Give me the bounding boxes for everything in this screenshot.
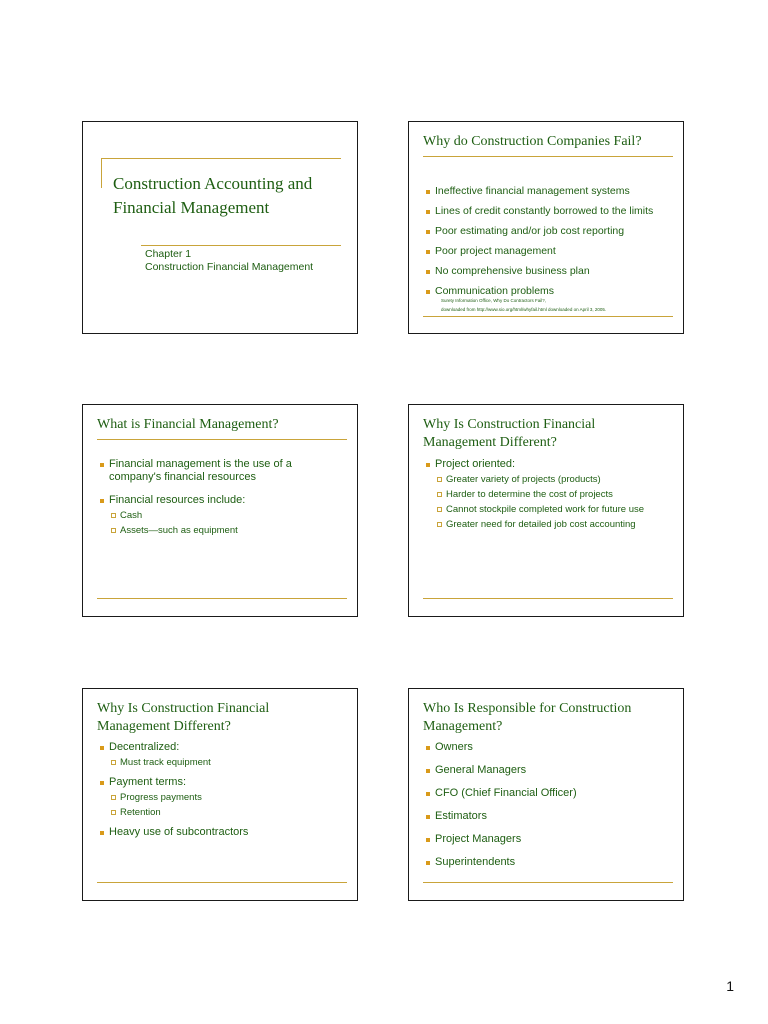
list-item: Poor estimating and/or job cost reporting	[423, 225, 673, 238]
sub-list	[109, 508, 347, 538]
slide-3-footer-rule	[97, 598, 347, 599]
sub-list-item: Assets—such as equipment	[109, 523, 347, 538]
title-frame-left-rule	[101, 158, 102, 188]
list-item: Estimators	[423, 810, 673, 823]
slide-6-footer-rule	[423, 882, 673, 883]
list-item-label: Payment terms:	[109, 776, 187, 788]
slide-1	[82, 121, 358, 334]
slide-2-citation-line-2: downloaded from http://www.sio.org/html/whyfail.html downloaded on April 3, 2005.	[441, 307, 607, 312]
slide-4-footer-rule	[423, 598, 673, 599]
list-item	[97, 741, 347, 770]
slide-1-subtitle: Construction Financial Management	[145, 261, 314, 273]
sub-list-item: Greater need for detailed job cost accounting	[435, 517, 673, 532]
list-item: Poor project management	[423, 245, 673, 258]
list-item: Lines of credit constantly borrowed to the limits	[423, 205, 673, 218]
slide-2-title-rule	[423, 156, 673, 157]
list-item: CFO (Chief Financial Officer)	[423, 787, 673, 800]
slide-3-title: What is Financial Management?	[97, 417, 279, 432]
slide-5-title: Why Is Construction Financial Management Different?	[97, 701, 270, 734]
list-item-label: Decentralized:	[109, 741, 180, 753]
slide-1-chapter: Chapter 1	[145, 248, 192, 260]
list-item	[97, 776, 347, 820]
sub-list	[435, 472, 673, 532]
slide-4	[408, 404, 684, 617]
slide-3-title-rule	[97, 439, 347, 440]
slide-6-title: Who Is Responsible for Construction Management?	[423, 701, 632, 734]
list-item-label: Financial resources include:	[109, 494, 246, 506]
slide-6	[408, 688, 684, 901]
slide-1-title: Construction Accounting and Financial Management	[113, 174, 313, 217]
list-item: Owners	[423, 741, 673, 754]
list-item: No comprehensive business plan	[423, 265, 673, 278]
sub-list-item: Progress payments	[109, 790, 347, 805]
list-item-label: Project oriented:	[435, 458, 516, 470]
list-item: Project Managers	[423, 833, 673, 846]
sub-list-item: Harder to determine the cost of projects	[435, 487, 673, 502]
subtitle-rule	[141, 245, 341, 246]
list-item: General Managers	[423, 764, 673, 777]
sub-list-item: Cash	[109, 508, 347, 523]
sub-list-item: Must track equipment	[109, 755, 347, 770]
sub-list	[109, 790, 347, 820]
slide-2-citation-line-1: Surety Information Office, Why Do Contractors Fail?,	[441, 298, 546, 303]
list-item: Superintendents	[423, 856, 673, 869]
slide-2-title: Why do Construction Companies Fail?	[423, 134, 642, 149]
list-item: Financial management is the use of a company's financial resources	[97, 458, 319, 484]
slide-4-title: Why Is Construction Financial Management Different?	[423, 417, 596, 450]
slide-5	[82, 688, 358, 901]
list-item: Communication problems	[423, 285, 673, 298]
list-item: Ineffective financial management systems	[423, 185, 673, 198]
sub-list-item: Greater variety of projects (products)	[435, 472, 673, 487]
slide-2-bullet-list	[423, 185, 673, 298]
slide-4-bullet-list	[423, 458, 673, 532]
sub-list-item: Retention	[109, 805, 347, 820]
sub-list	[109, 755, 347, 770]
slide-2-footer-rule	[423, 316, 673, 317]
page-number: 1	[726, 978, 734, 994]
sub-list-item: Cannot stockpile completed work for future use	[435, 502, 673, 517]
slide-5-bullet-list	[97, 741, 347, 839]
slide-3	[82, 404, 358, 617]
list-item	[423, 458, 673, 532]
list-item	[97, 494, 347, 538]
slide-5-footer-rule	[97, 882, 347, 883]
slide-2	[408, 121, 684, 334]
title-frame-top-rule	[101, 158, 341, 159]
slide-6-bullet-list	[423, 741, 673, 869]
list-item: Heavy use of subcontractors	[97, 826, 347, 839]
slide-3-bullet-list	[97, 458, 347, 538]
